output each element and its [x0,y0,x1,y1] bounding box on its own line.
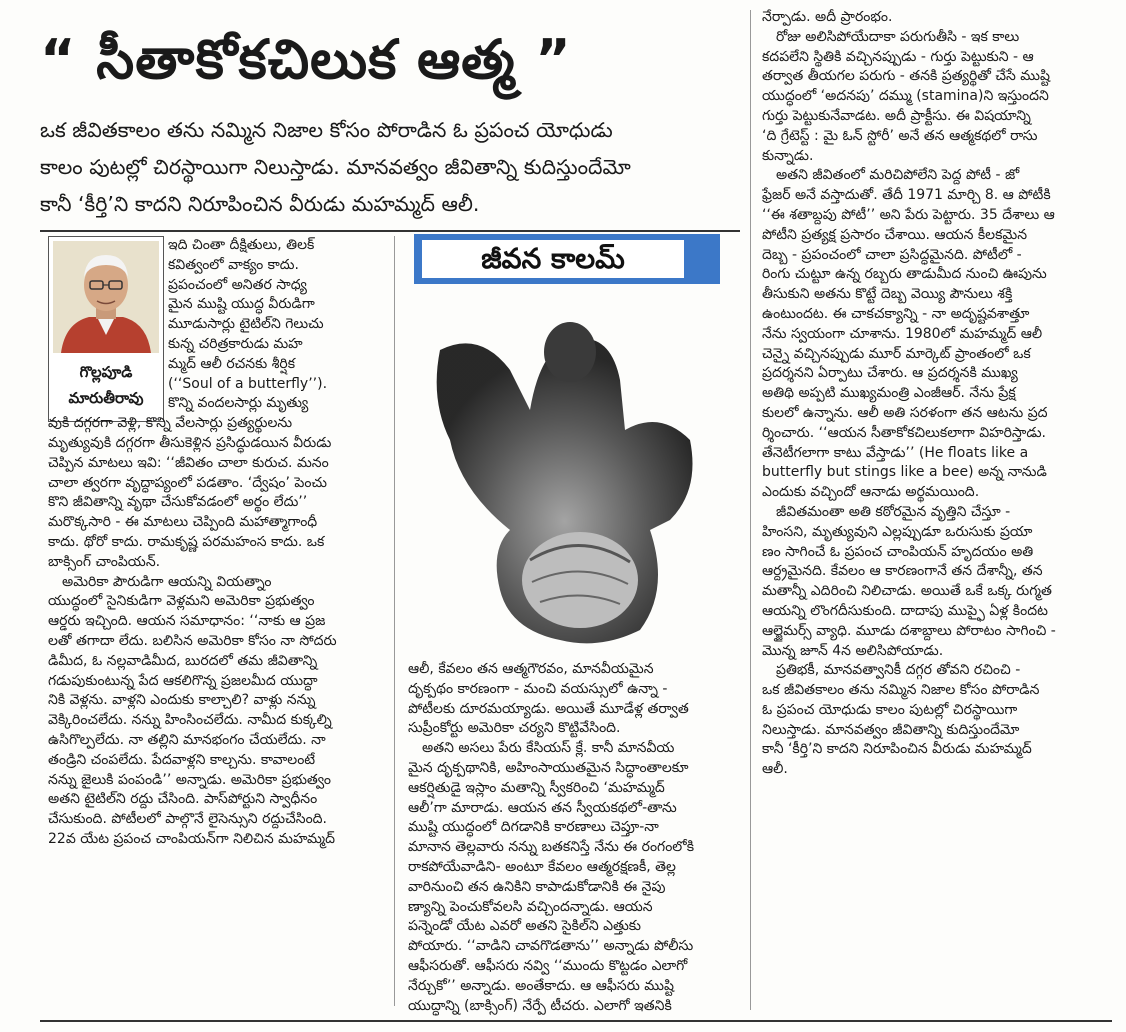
column-divider [750,10,751,1010]
text-line: తేనెటీగలాగా కాటు వేస్తాడు’’ (He floats like a [762,444,1029,461]
text-line: యుద్ధంలో ‘అదనపు’ దమ్ము (stamina)ని ఇస్తుందని [762,88,1049,105]
text-line: యుద్ధాన్ని (బాక్సింగ్) నేర్పే టీచరు. ఎలాగో ఇతనికి [408,997,672,1014]
text-line: కొని జీవితాన్ని వృథా చేసుకోవడంలో అర్థం లేదు’’ [48,494,308,511]
column-banner-title: జీవన కాలమ్ [422,240,684,278]
author-name-line: మారుతీరావు [68,389,144,407]
text-line: అతని టైటిల్‌ని రద్దు చేసింది. పాస్‌పోర్టుని స్వాధీనం [48,791,318,808]
text-line: కాదు. థోరో కాదు. రామకృష్ణ పరమహంస కాదు. ఒక [48,533,325,550]
text-line: మతాన్నీ ఎదిరించి నిలిచాడు. అయితే ఒకే ఒక్క రుగ్మత [762,583,1052,600]
text-line: నేను స్వయంగా చూశాను. 1980లో మహమ్మద్ ఆలీ [762,325,1043,342]
text-line: సుప్రీంకోర్టు అమెరికా చర్యని కొట్టివేసింది. [408,720,621,737]
text-line: ఉంటుందట. ఈ చాకచక్యాన్ని - నా అదృష్టవశాత్తూ [762,305,1030,322]
text-line: అమెరికా పౌరుడిగా ఆయన్ని వియత్నాం [62,573,272,590]
text-line: మైన ముష్టి యుద్ధ వీరుడిగా [168,296,315,313]
column-divider [394,236,395,1006]
text-line: ఓ ప్రపంచ యోధుడు కాలం పుటల్లో చిరస్థాయిగా [762,701,1018,718]
text-line: కున్నాడు. [762,147,814,164]
text-line: నన్ను జైలుకి పంపండి’’ అన్నాడు. అమెరికా ప్రభుత్వం [48,771,331,788]
text-line: ఉసిగొల్పలేదు. నా తల్లిని మానభంగం చేయలేదు. నా [48,731,326,748]
text-line: పన్నెండో యేట ఎవరో అతని సైకిల్‌ని ఎత్తుకు [408,918,641,935]
text-line: గుర్తు పెట్టుకునేవాడట. అదీ ప్రాక్టీసు. ఈ విషయాన్ని [762,107,1031,124]
column-banner [414,234,720,284]
text-line: ఇది చింతా దీక్షితులు, తిలక్ [168,237,315,253]
text-line: ఆర్డరు ఇచ్చింది. ఆయన సమాధానం: ‘‘నాకు ఆ ప్రజ [48,613,326,630]
text-line: ప్రతిభకీ, మానవత్వానికీ దగ్గర తోవని రచించి - [776,662,1021,679]
text-line: హింసని, మృత్యువుని ఎల్లప్పుడూ ఒరుసుకు ప్రయా [762,523,1033,540]
text-line: రోజు అలిసిపోయేదాకా పరుగుతీసి - ఇక కాలు [776,28,1020,45]
intro-divider [40,230,740,232]
text-line: రింగు చుట్టూ ఉన్న రబ్బరు తాడుమీద నుంచి ఊపును [762,266,1047,283]
intro-line: ఒక జీవితకాలం తను నమ్మిన నిజాల కోసం పోరాడిన ఓ ప్రపంచ యోధుడు [40,118,613,142]
text-line: తండ్రిని చంపలేదు. పేదవాళ్లని కాల్చను. కావాలంటే [48,751,316,768]
text-line: యుద్ధంలో సైనికుడిగా వెళ్లమని అమెరికా ప్రభుత్వం [48,593,315,610]
text-line: ప్రదర్శనని ఏర్పాటు చేశారు. ఆ ప్రదర్శనకి ముఖ్య [762,365,1018,382]
text-line: మానాన తెల్లవారు నన్ను బతకనిస్తే నేను ఈ రంగంలోకి [408,839,695,856]
text-line: ర్శించారు. ‘‘ఆయన సీతాకోకచిలుకలాగా విహరిస్తాడు. [762,424,1047,441]
text-line: నికి వెళ్లను. వాళ్లని ఎందుకు కాల్చాలి? వాళ్లు నన్ను [48,692,316,709]
text-line: butterfly but stings like a bee) అన్న నానుడి [762,464,1047,481]
text-line: అతని జీవితంలో మరిచిపోలేని పెద్ద పోటీ - జో [776,167,1020,184]
text-line: చాలా త్వరగా వృద్ధాప్యంలో పడతాం. ‘ద్వేషం’ పెంచు [48,474,327,491]
text-line: వెక్కిరించలేదు. నన్ను హింసించలేదు. నామీద కుక్కల్ని [48,712,332,729]
text-line: నేర్పాడు. అదీ ప్రారంభం. [762,9,893,25]
text-line: జీవితమంతా అతి కఠోరమైన వృత్తిని చేస్తూ - [776,503,1011,520]
article-column-3 [762,8,1102,780]
article-column-1 [48,236,384,850]
text-line: ఆలీ, కేవలం తన ఆత్మగౌరవం, మానవీయమైన [408,661,654,677]
text-line: డిమీద, ఓ నల్లవాడిమీద, బురదలో తమ జీవితాన్ని [48,652,318,669]
author-name-line: గొల్లపూడి [79,363,133,381]
bottom-divider [40,1020,1112,1022]
text-line: గడుపుకుంటున్న పేద ఆకలిగొన్న ప్రజలమీద యుద్ధా [48,672,318,689]
text-line: ఆయన్ని లొంగదీసుకుంది. దాదాపు ముప్ఫై ఏళ్ల కిందట [762,602,1048,619]
text-line: ఆలీ. [762,761,788,778]
text-line: కవిత్వంలో వాక్యం కాదు. [168,256,299,273]
text-line: మరొక్కసారి - ఈ మాటలు చెప్పింది మహాత్మాగాంధీ [48,514,318,531]
text-line: వుకి దగ్గరగా వెళ్లి, కొన్ని వేలసార్లు ప్రత్యర్థులను [48,415,293,432]
text-line: చెన్నై వచ్చినప్పుడు మూర్ మార్కెట్ ప్రాంతంలో ఒక [762,345,1031,362]
text-line: ‘ది గ్రేటెస్ట్ : మై ఓన్ స్టోరీ’ అనే తన ఆత్మకథలో రాసు [762,127,1038,144]
text-line: ‘‘ఈ శతాబ్దపు పోటీ’’ అని పేరు పెట్టారు. 35 దేశాలు ఆ [762,206,1055,223]
text-line: చెప్పిన మాటలు ఇవి: ‘‘జీవితం చాలా కురుచ. మనం [48,454,329,471]
text-line: మూడుసార్లు టైటిల్‌ని గెలుచు [168,316,324,333]
intro-line: కానీ ‘కీర్తి’ని కాదని నిరూపించిన వీరుడు మహమ్మద్ ఆలీ. [40,192,480,216]
text-line: పోటీలకు దూరమయ్యాడు. అయితే మూడేళ్ల తర్వాత [408,700,689,717]
intro-standfirst [40,112,740,223]
text-line: తీసుకుని అతను కొట్టే దెబ్బ వెయ్యి పౌనులు శక్తి [762,286,1013,303]
text-line: ఎందుకు వచ్చిందో ఆనాడు అర్థమయింది. [762,484,980,501]
text-line: అతని అసలు పేరు కేసియస్ క్లే. కానీ మానవీయ [422,740,675,757]
intro-line: కాలం పుటల్లో చిరస్థాయిగా నిలుస్తాడు. మానవత్వం జీవితాన్ని కుదిస్తుందేమో [40,155,631,179]
text-line: మృత్యువుకి దగ్గరగా తీసుకెళ్లిన ప్రసిద్ధుడయిన వీరుడు [48,434,332,451]
text-line: మ్మద్ ఆలీ రచనకు శీర్షిక [168,355,296,372]
text-line: మొన్న జూన్ 4న అలిసిపోయాడు. [762,642,944,659]
text-line: నేర్చుకో’’ అన్నాడు. అంతేకాదు. ఆ ఆఫీసరు ముష్టి [408,977,674,994]
text-line: పోయారు. ‘‘వాడిని చావగొడతాను’’ అన్నాడు పోలీసు [408,938,694,955]
text-line: దెబ్బ - ప్రపంచంలో చాలా ప్రసిద్ధమైనది. పోటీలో - [762,246,1022,263]
text-line: అతిథి అప్పటి ముఖ్యమంత్రి ఎంజీఆర్. నేను ప్రేక్ష [762,385,1016,402]
text-line: మైన దృక్పథానికి, అహింసాయుతమైన సిద్ధాంతాలకూ [408,759,689,776]
fist-illustration [420,290,720,652]
text-line: చేసుకుంది. పోటీలలో పాల్గొనే లైసెన్సుని రద్దుచేసింది. [48,811,328,828]
text-line: ముష్టి యుద్ధంలో దిగడానికి కారణాలు చెప్తూ-నా [408,819,659,836]
text-line: ఆర్ద్రమైనది. కేవలం ఆ కారణంగానే తన దేశాన్నీ, తన [762,563,1043,580]
text-line: పోటీని ప్రత్యక్ష ప్రసారం చేశాయి. ఆయన కీలకమైన [762,226,1028,243]
text-line: వారినుంచి తన ఉనికిని కాపాడుకోడానికి ఈ నైపు [408,878,666,895]
text-line: ఆల్జైమర్స్ వ్యాధి. మూడు దశాబ్దాలు పోరాటం సాగించి - [762,622,1056,639]
text-line: ఆకర్షితుడై ఇస్లాం మతాన్ని స్వీకరించి ‘మహమ్మద్ [408,779,665,796]
text-line: నిలుస్తాడు. మానవత్వం జీవితాన్ని కుదిస్తుందేమో [762,721,1020,738]
text-line: కులలో ఉన్నాను. ఆలీ అతి సరళంగా తన ఆటను ప్రద [762,404,1048,421]
text-line: ఫ్రేజర్ అనే వస్తాదుతో. తేదీ 1971 మార్చి 8. ఆ పోటీకి [762,187,1051,204]
headline: “ సీతాకోకచిలుక ఆత్మ ” [40,28,572,91]
text-line: తర్వాత తీయగల పరుగు - తనకి ప్రత్యర్థితో చేసే ముష్టి [762,68,1050,85]
text-line: బాక్సింగ్ చాంపియన్. [48,553,161,570]
text-line: ఆలీ’గా మారాడు. ఆయన తన స్వీయకథలో-తాను [408,799,677,816]
text-line: కొన్ని వందలసార్లు మృత్యు [168,395,309,412]
text-line: కదపలేని స్థితికి వచ్చినప్పుడు - గుర్తు పెట్టుకుని - ఆ [762,48,1034,65]
text-line: రాకపోయేవాడిని- అంటూ కేవలం ఆత్మరక్షణకీ, తెల్ల [408,858,676,875]
text-line: లతో తగాదా లేదు. బలిసిన అమెరికా కోసం నా సోదరు [48,632,337,649]
text-line: ప్రపంచంలో అనితర సాధ్య [168,276,307,293]
article-column-2 [408,660,738,1016]
text-line: దృక్పథం కారణంగా - మంచి వయస్సులో ఉన్నా - [408,680,668,697]
text-line: (‘‘Soul of a butterfly’’). [168,375,328,392]
text-line: ణ్యాన్ని పెంచుకోవలసి వచ్చిందన్నాడు. ఆయన [408,898,653,915]
text-line: కున్న చరిత్రకారుడు మహ [168,335,303,352]
text-line: ఆఫీసరుతో. ఆఫీసరు నవ్వి ‘‘ముందు కొట్టడం ఎలాగో [408,957,688,974]
text-line: కానీ ‘కీర్తి’ని కాదని నిరూపించిన వీరుడు మహమ్మద్ [762,741,1032,758]
text-line: ణం సాగించే ఓ ప్రపంచ చాంపియన్ హృదయం అతి [762,543,1034,560]
text-line: 22వ యేట ప్రపంచ చాంపియన్‌గా నిలిచిన మహమ్మద్ [48,830,336,847]
text-line: ఒక జీవితకాలం తను నమ్మిన నిజాల కోసం పోరాడిన [762,682,1040,699]
